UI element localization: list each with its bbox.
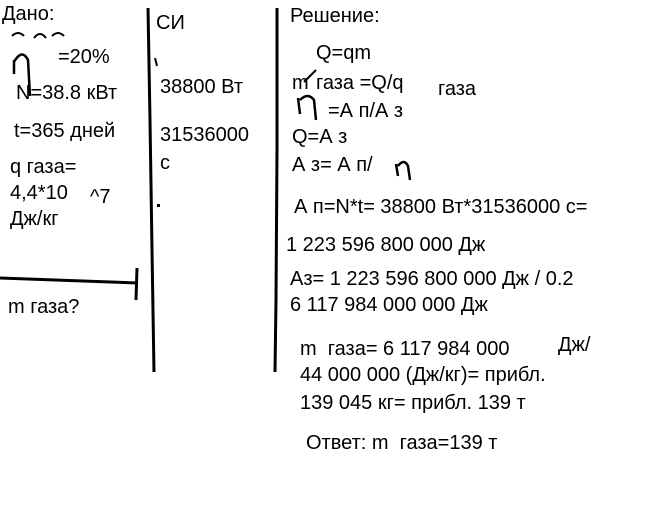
power-value: N=38.8 кВт <box>16 82 118 104</box>
find-value: m газа? <box>8 296 80 318</box>
heat-value-exponent: ^7 <box>90 186 111 208</box>
formula-mass: газа =Q/q <box>316 72 404 94</box>
time-value: t=365 дней <box>14 120 116 142</box>
final-answer: Ответ: m газа=139 т <box>306 432 498 454</box>
step-total-work-result: 6 117 984 000 000 Дж <box>290 294 488 316</box>
heat-value-mantissa: 4,4*10 <box>10 182 68 204</box>
underline-tick <box>136 268 137 300</box>
formula-heat: Q=qm <box>316 42 372 64</box>
si-header: СИ <box>156 12 185 34</box>
time-si-unit: с <box>160 152 170 174</box>
step-useful-work: А п=N*t= 38800 Вт*31536000 с= <box>294 196 588 218</box>
si-solution-divider <box>275 8 277 372</box>
formula-q-equals-az: Q=А з <box>292 126 348 148</box>
step-total-work: Аз= 1 223 596 800 000 Дж / 0.2 <box>290 268 574 290</box>
heat-value-label: q газа= <box>10 156 77 178</box>
formula-mass-m: m <box>292 72 309 94</box>
stray-mark <box>155 58 157 66</box>
heat-value-unit: Дж/кг <box>10 208 59 230</box>
step-useful-work-result: 1 223 596 800 000 Дж <box>286 234 486 256</box>
step-mass-line3: 139 045 кг= прибл. 139 т <box>300 392 526 414</box>
given-si-divider <box>148 8 154 372</box>
given-underline <box>0 278 138 283</box>
step-mass-unit: Дж/ <box>558 334 591 356</box>
power-si: 38800 Вт <box>160 76 244 98</box>
eta-symbol-denominator <box>396 162 410 180</box>
given-header: Дано: <box>2 3 55 25</box>
time-si: 31536000 <box>160 124 249 146</box>
efficiency-value: =20% <box>58 46 110 68</box>
cut-strokes <box>12 33 64 38</box>
step-mass-line2: 44 000 000 (Дж/кг)= прибл. <box>300 364 546 386</box>
stray-dot <box>157 204 160 207</box>
step-mass-line1: m газа= 6 117 984 000 <box>300 338 510 360</box>
formula-az: А з= А п/ <box>292 154 373 176</box>
eta-symbol-solution <box>298 96 316 120</box>
formula-mass-sub: газа <box>438 78 477 100</box>
formula-efficiency: =А п/А з <box>328 100 404 122</box>
solution-header: Решение: <box>290 5 380 27</box>
